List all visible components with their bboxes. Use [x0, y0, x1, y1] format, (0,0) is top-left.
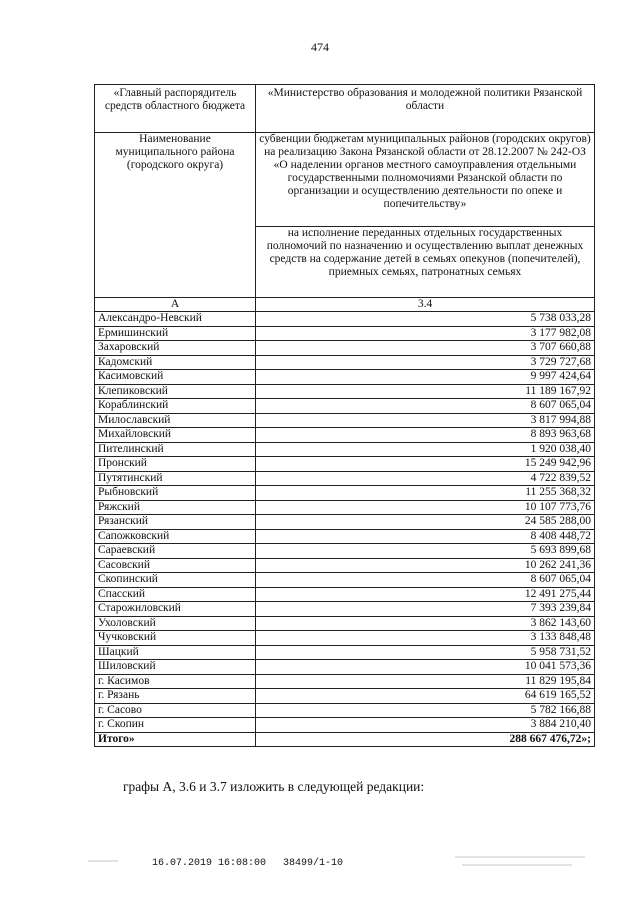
subvention-amount: 3 862 143,60: [256, 616, 595, 631]
table-row: [95, 689, 595, 704]
scan-artifact: [455, 856, 585, 858]
subvention-amount: 8 607 065,04: [256, 573, 595, 588]
table-row: [95, 645, 595, 660]
municipality-name: г. Скопин: [95, 718, 256, 733]
municipality-name: г. Сасово: [95, 703, 256, 718]
subvention-amount: 7 393 239,84: [256, 602, 595, 617]
table-row: [95, 457, 595, 472]
municipality-name: Старожиловский: [95, 602, 256, 617]
municipality-name: Клепиковский: [95, 384, 256, 399]
table-row: [95, 341, 595, 356]
amendment-text: графы А, 3.6 и 3.7 изложить в следующей редакции:: [123, 779, 425, 794]
municipality-name: Пронский: [95, 457, 256, 472]
municipality-name: Спасский: [95, 587, 256, 602]
municipality-name: Ряжский: [95, 500, 256, 515]
municipality-name: Шацкий: [95, 645, 256, 660]
total-row: [95, 732, 595, 747]
table-row: [95, 544, 595, 559]
subvention-amount: 3 884 210,40: [256, 718, 595, 733]
table-row: [95, 500, 595, 515]
header-municipality-name: Наименование муниципального района (городского округа): [95, 133, 256, 298]
total-label: Итого»: [95, 732, 256, 747]
table-row: [95, 558, 595, 573]
municipality-name: Чучковский: [95, 631, 256, 646]
table-row: [95, 471, 595, 486]
column-3-4-label: 3.4: [256, 298, 595, 312]
table-row: [95, 718, 595, 733]
municipality-name: Михайловский: [95, 428, 256, 443]
table-row: [95, 616, 595, 631]
subvention-amount: 15 249 942,96: [256, 457, 595, 472]
total-amount: 288 667 476,72»;: [256, 732, 595, 747]
table-row: [95, 660, 595, 675]
table-row: [95, 370, 595, 385]
municipality-name: Александро-Невский: [95, 312, 256, 327]
table-row: [95, 355, 595, 370]
table-row: [95, 631, 595, 646]
header-right-title: «Министерство образования и молодежной политики Рязанской области: [256, 85, 595, 133]
municipality-name: Касимовский: [95, 370, 256, 385]
subvention-amount: 12 491 275,44: [256, 587, 595, 602]
municipality-name: Кораблинский: [95, 399, 256, 414]
header-purpose-description: на исполнение переданных отдельных государственных полномочий по назначению и осуществлению выплат денежных средств на содержание детей в семьях опекунов (попечителей), приемных семьях, патронатных семьях: [256, 227, 595, 298]
table-row: [95, 674, 595, 689]
subvention-amount: 11 189 167,92: [256, 384, 595, 399]
page-number: 474: [311, 40, 329, 54]
subvention-amount: 8 893 963,68: [256, 428, 595, 443]
subvention-amount: 3 133 848,48: [256, 631, 595, 646]
subvention-amount: 4 722 839,52: [256, 471, 595, 486]
subvention-amount: 10 107 773,76: [256, 500, 595, 515]
subvention-amount: 8 408 448,72: [256, 529, 595, 544]
table-row: [95, 703, 595, 718]
table-row: [95, 587, 595, 602]
scan-artifact: [88, 860, 118, 862]
subvention-amount: 5 782 166,88: [256, 703, 595, 718]
footer-timestamp: 16.07.2019 16:08:00: [152, 858, 267, 869]
subvention-amount: 9 997 424,64: [256, 370, 595, 385]
subvention-amount: 3 707 660,88: [256, 341, 595, 356]
municipality-name: Кадомский: [95, 355, 256, 370]
table-row: [95, 399, 595, 414]
subvention-amount: 5 958 731,52: [256, 645, 595, 660]
subvention-amount: 5 738 033,28: [256, 312, 595, 327]
municipality-name: Ермишинский: [95, 326, 256, 341]
subvention-amount: 11 255 368,32: [256, 486, 595, 501]
subvention-amount: 11 829 195,84: [256, 674, 595, 689]
table-row: [95, 573, 595, 588]
column-numbers-row: [95, 298, 595, 312]
municipality-name: Сараевский: [95, 544, 256, 559]
header-row-administrator: [95, 85, 595, 133]
table-row: [95, 413, 595, 428]
subvention-amount: 8 607 065,04: [256, 399, 595, 414]
municipality-name: г. Касимов: [95, 674, 256, 689]
subvention-amount: 5 693 899,68: [256, 544, 595, 559]
subvention-table: [94, 84, 595, 747]
table-row: [95, 486, 595, 501]
subvention-amount: 64 619 165,52: [256, 689, 595, 704]
header-left-title: «Главный распорядитель средств областного бюджета: [95, 85, 256, 133]
table-row: [95, 602, 595, 617]
table-row: [95, 515, 595, 530]
table-row: [95, 384, 595, 399]
subvention-amount: 3 817 994,88: [256, 413, 595, 428]
subvention-amount: 1 920 038,40: [256, 442, 595, 457]
municipality-name: Сапожковский: [95, 529, 256, 544]
table-row: [95, 529, 595, 544]
municipality-name: Путятинский: [95, 471, 256, 486]
municipality-name: Шиловский: [95, 660, 256, 675]
municipality-name: Рязанский: [95, 515, 256, 530]
municipality-name: Пителинский: [95, 442, 256, 457]
subvention-amount: 3 177 982,08: [256, 326, 595, 341]
subvention-amount: 10 041 573,36: [256, 660, 595, 675]
municipality-name: Рыбновский: [95, 486, 256, 501]
municipality-name: Сасовский: [95, 558, 256, 573]
footer-doc-number: 38499/1-10: [283, 858, 344, 869]
subvention-amount: 10 262 241,36: [256, 558, 595, 573]
municipality-name: Скопинский: [95, 573, 256, 588]
table-row: [95, 312, 595, 327]
table-row: [95, 326, 595, 341]
scan-artifact: [462, 864, 572, 866]
municipality-name: Милославский: [95, 413, 256, 428]
municipality-name: Захаровский: [95, 341, 256, 356]
header-row-description: [95, 133, 595, 227]
table-row: [95, 428, 595, 443]
header-subvention-description: субвенции бюджетам муниципальных районов (городских округов) на реализацию Закона Рязанской области от 28.12.2007 № 242-ОЗ «О наделении органов местного самоуправления отдельными государственными полномочиями Рязанской области по организации и осуществлению деятельности по опеке и попечительству»: [256, 133, 595, 227]
subvention-amount: 24 585 288,00: [256, 515, 595, 530]
municipality-name: Ухоловский: [95, 616, 256, 631]
table-row: [95, 442, 595, 457]
municipality-name: г. Рязань: [95, 689, 256, 704]
subvention-amount: 3 729 727,68: [256, 355, 595, 370]
column-a-label: А: [95, 298, 256, 312]
